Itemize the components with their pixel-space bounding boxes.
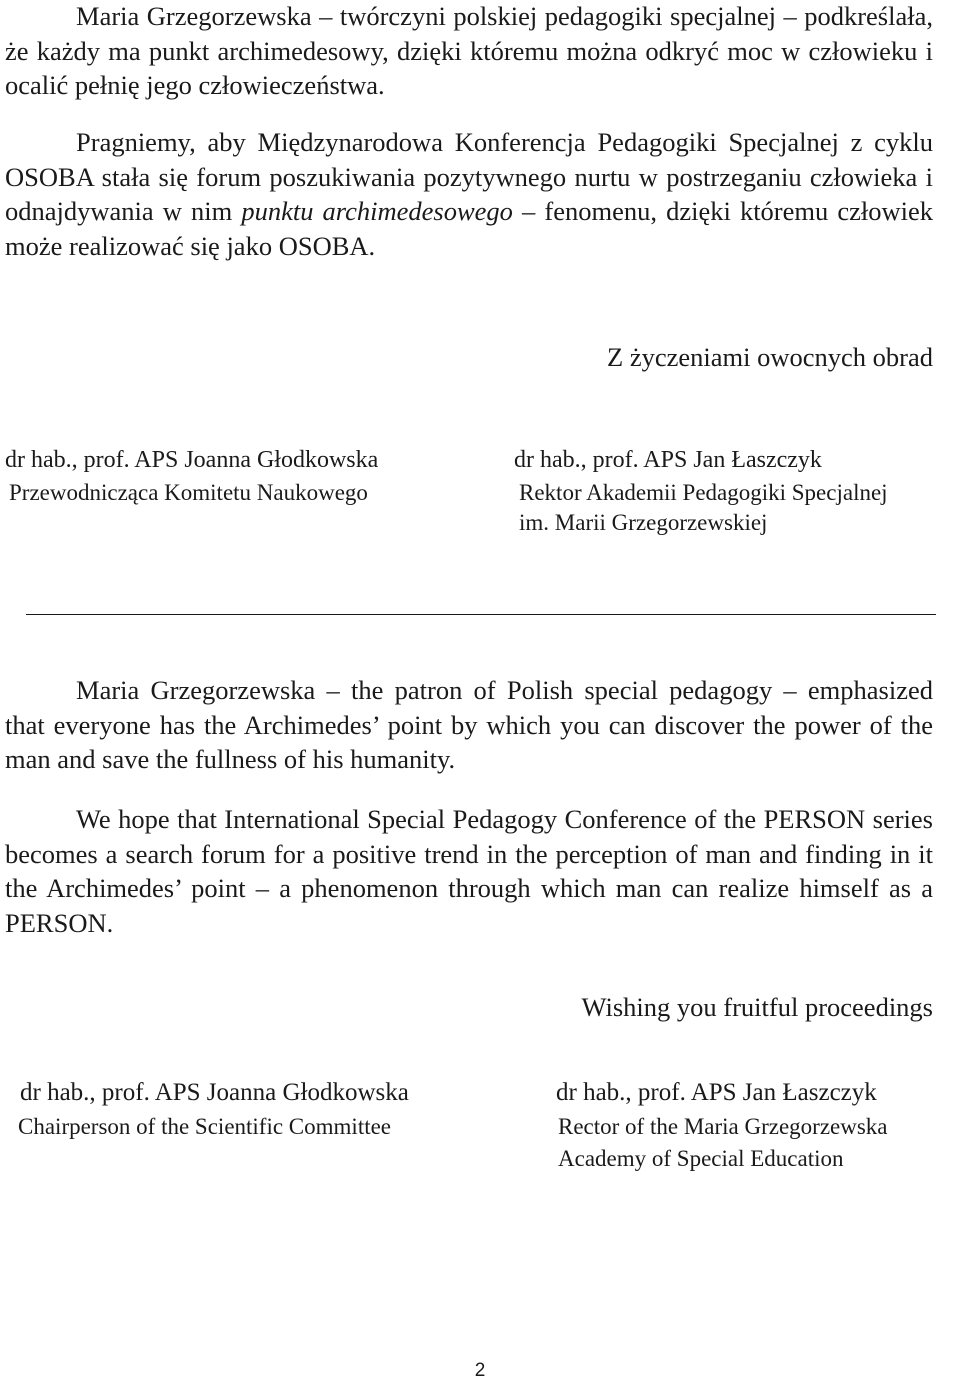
english-paragraph-2-text: We hope that International Special Pedagogy Conference of the PERSON series becomes a search forum for a positive trend in the perception of man and finding in it the Archimedes’ point – a phenomenon through which man can realize himself as a PERSON. <box>5 804 933 938</box>
signatory-role-line-2: Academy of Special Education <box>558 1146 844 1171</box>
signatory-role: Rector of the Maria Grzegorzewska <box>558 1114 888 1139</box>
polish-paragraph-2 <box>5 125 933 263</box>
section-divider <box>26 614 936 615</box>
english-paragraph-1-text: Maria Grzegorzewska – the patron of Polish special pedagogy – emphasized that everyone has the Archimedes’ point by which you can discover the power of the man and save the fullness of his humanity. <box>5 675 933 774</box>
polish-signatory-right <box>514 445 888 538</box>
polish-closing: Z życzeniami owocnych obrad <box>607 342 933 372</box>
polish-paragraph-1-text: Maria Grzegorzewska – twórczyni polskiej pedagogiki specjalnej – podkreślała, że każdy ma punkt archimedesowy, dzięki któremu można odkryć moc w człowieku i ocalić pełnię jego człowieczeństwa. <box>5 1 933 100</box>
english-signatory-right <box>556 1077 888 1175</box>
signatory-name: dr hab., prof. APS Jan Łaszczyk <box>556 1079 877 1106</box>
polish-paragraph-2-emphasis: punktu archimedesowego <box>241 196 513 226</box>
signatory-name: dr hab., prof. APS Joanna Głodkowska <box>5 447 379 473</box>
signatory-role: Przewodnicząca Komitetu Naukowego <box>9 480 368 505</box>
signatory-role: Chairperson of the Scientific Committee <box>18 1114 392 1139</box>
signatory-role: Rektor Akademii Pedagogiki Specjalnej <box>519 480 888 505</box>
polish-paragraph-2-text-end: – fenomenu, dzięki któremu człowiek może realizować się jako OSOBA. <box>5 196 934 261</box>
signatory-role-line-2: im. Marii Grzegorzewskiej <box>519 510 768 535</box>
polish-paragraph-2-text: Pragniemy, aby Międzynarodowa Konferencja Pedagogiki Specjalnej z cyklu OSOBA stała się forum poszukiwania pozytywnego nurtu w postrzeganiu człowieka i odnajdywania w nim <box>5 127 933 226</box>
signatory-name: dr hab., prof. APS Joanna Głodkowska <box>20 1079 409 1106</box>
polish-paragraph-1 <box>5 0 933 103</box>
signatory-name: dr hab., prof. APS Jan Łaszczyk <box>514 447 822 473</box>
english-paragraph-2 <box>5 802 933 940</box>
english-paragraph-1 <box>5 673 933 777</box>
page-number: 2 <box>474 1360 486 1381</box>
english-signatory-left <box>20 1077 409 1143</box>
polish-signatory-left <box>5 445 378 508</box>
english-closing: Wishing you fruitful proceedings <box>581 992 933 1022</box>
